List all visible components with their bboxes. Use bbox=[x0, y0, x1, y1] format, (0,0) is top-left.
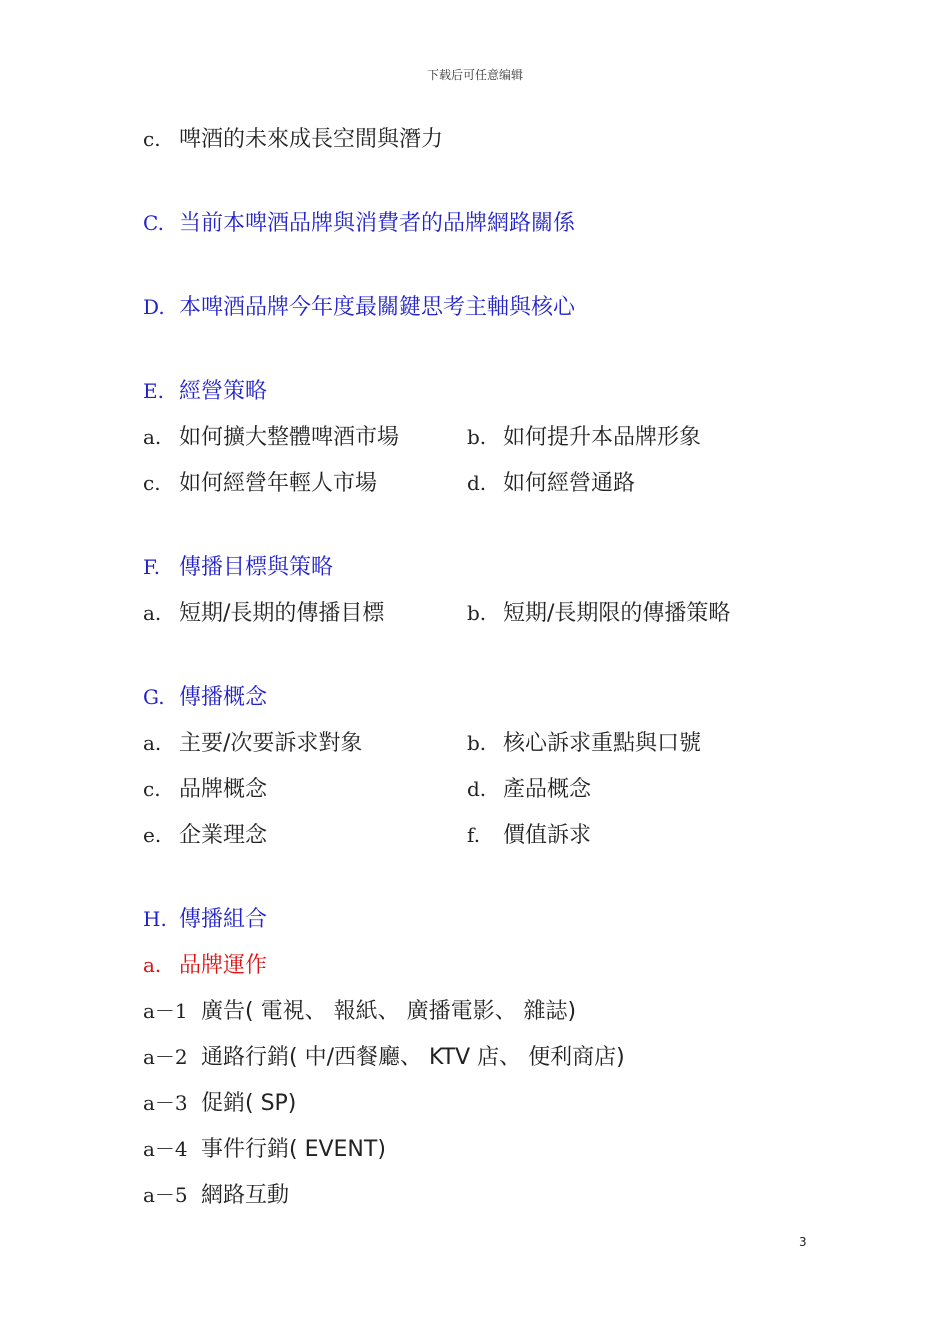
item-text: 事件行銷( EVENT) bbox=[201, 1137, 386, 1162]
item-text: 企業理念 bbox=[179, 823, 268, 848]
section-label: G. bbox=[143, 685, 165, 709]
item-text: 如何經營通路 bbox=[503, 471, 636, 496]
item-text: 品牌概念 bbox=[179, 777, 268, 802]
section-label: F. bbox=[143, 555, 161, 579]
item-text: 主要/次要訴求對象 bbox=[179, 731, 363, 756]
section-heading-c bbox=[143, 206, 575, 237]
item-text: 品牌運作 bbox=[179, 953, 268, 978]
list-item bbox=[467, 772, 591, 803]
section-label: C. bbox=[143, 211, 164, 235]
list-item bbox=[143, 466, 377, 497]
list-item bbox=[143, 772, 267, 803]
page-header: 下载后可任意编辑 bbox=[426, 68, 523, 82]
item-label: c. bbox=[143, 127, 161, 151]
list-item bbox=[467, 596, 730, 627]
item-label: b. bbox=[467, 601, 487, 625]
item-text: 價值訴求 bbox=[503, 823, 592, 848]
item-label: a－3 bbox=[143, 1091, 188, 1115]
item-label: a. bbox=[143, 953, 162, 977]
list-item bbox=[467, 818, 591, 849]
item-text: 通路行銷( 中/西餐廳、 KTV 店、 便利商店) bbox=[201, 1045, 625, 1070]
item-text: 短期/長期限的傳播策略 bbox=[503, 601, 731, 626]
item-label: a－2 bbox=[143, 1045, 188, 1069]
item-text: 啤酒的未來成長空間與潛力 bbox=[179, 127, 444, 152]
item-label: c. bbox=[143, 777, 161, 801]
item-text: 網路互動 bbox=[201, 1183, 290, 1208]
item-label: a. bbox=[143, 601, 162, 625]
item-text: 短期/長期的傳播目標 bbox=[179, 601, 385, 626]
section-label: D. bbox=[143, 295, 165, 319]
section-label: E. bbox=[143, 379, 164, 403]
item-text: 廣告( 電視、 報紙、 廣播電影、 雜誌) bbox=[201, 999, 577, 1024]
item-label: c. bbox=[143, 471, 161, 495]
item-label: a－5 bbox=[143, 1183, 188, 1207]
list-item bbox=[467, 420, 701, 451]
item-label: a－4 bbox=[143, 1137, 188, 1161]
section-title: 傳播組合 bbox=[179, 907, 268, 932]
list-item bbox=[143, 1040, 625, 1071]
list-item bbox=[467, 466, 635, 497]
list-item bbox=[143, 1132, 386, 1163]
list-item bbox=[143, 122, 443, 153]
item-label: e. bbox=[143, 823, 162, 847]
item-label: b. bbox=[467, 425, 487, 449]
section-heading-f bbox=[143, 550, 333, 581]
item-label: a. bbox=[143, 425, 162, 449]
list-item bbox=[143, 726, 362, 757]
item-label: a－1 bbox=[143, 999, 188, 1023]
page-number: 3 bbox=[799, 1235, 807, 1249]
list-item bbox=[143, 420, 399, 451]
section-title: 傳播目標與策略 bbox=[179, 555, 334, 580]
section-heading-g bbox=[143, 680, 267, 711]
list-item bbox=[143, 596, 384, 627]
section-heading-h bbox=[143, 902, 267, 933]
item-text: 如何提升本品牌形象 bbox=[503, 425, 702, 450]
item-text: 促銷( SP) bbox=[201, 1091, 297, 1116]
section-title: 当前本啤酒品牌與消費者的品牌網路關係 bbox=[179, 211, 576, 236]
item-text: 產品概念 bbox=[503, 777, 592, 802]
item-label: f. bbox=[467, 823, 481, 847]
item-text: 核心訴求重點與口號 bbox=[503, 731, 702, 756]
section-title: 本啤酒品牌今年度最關鍵思考主軸與核心 bbox=[179, 295, 576, 320]
section-label: H. bbox=[143, 907, 167, 931]
sub-heading bbox=[143, 948, 267, 979]
section-title: 經營策略 bbox=[179, 379, 268, 404]
list-item bbox=[143, 818, 267, 849]
item-text: 如何擴大整體啤酒市場 bbox=[179, 425, 400, 450]
section-heading-e bbox=[143, 374, 267, 405]
list-item bbox=[467, 726, 701, 757]
item-text: 如何經營年輕人市場 bbox=[179, 471, 378, 496]
item-label: d. bbox=[467, 777, 487, 801]
item-label: a. bbox=[143, 731, 162, 755]
section-title: 傳播概念 bbox=[179, 685, 268, 710]
list-item bbox=[143, 994, 576, 1025]
item-label: d. bbox=[467, 471, 487, 495]
section-heading-d bbox=[143, 290, 575, 321]
list-item bbox=[143, 1178, 289, 1209]
list-item bbox=[143, 1086, 296, 1117]
item-label: b. bbox=[467, 731, 487, 755]
